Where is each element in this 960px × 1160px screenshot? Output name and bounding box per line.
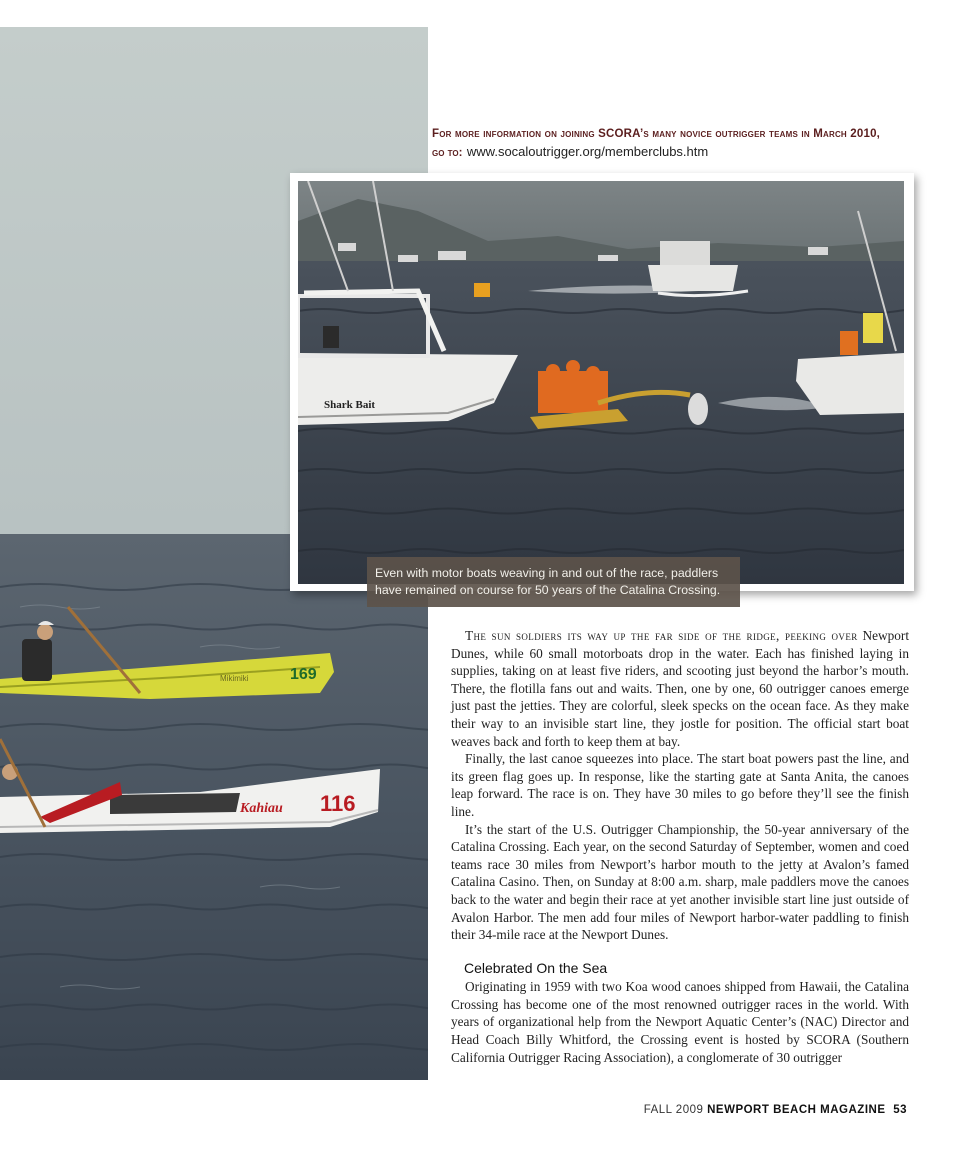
magazine-name: NEWPORT BEACH MAGAZINE [707,1104,886,1116]
info-note [432,125,932,162]
article-paragraph: Originating in 1959 with two Koa wood canoes shipped from Hawaii, the Catalina Crossing has become one of the most renowned outrigger races in the world. With years of organizational help from the Newport Aquatic Center’s (NAC) Director and Head Coach Billy Whitford, the Crossing event is hosted by SCORA (Southern California Outrigger Racing Association), a conglomerate of 30 outrigger [451,979,909,1065]
shark-bait-label: Shark Bait [324,399,376,411]
issue-label: FALL 2009 [643,1104,704,1116]
article-paragraph: It’s the start of the U.S. Outrigger Championship, the 50-year anniversary of the Catalina Crossing. Each year, on the second Saturday of September, women and coed teams race 30 miles from Newport’s harbor mouth to the jetty at Avalon’s famed Catalina Casino. Then, on Sunday at 8:00 a.m. sharp, male paddlers move the canoes back to the water and begin their race at yet another invisible start line just outside of Avalon Harbor. The men add four miles of Newport harbor-water paddling to finish their 34-mile race at the Newport Dunes. [451,821,909,943]
page-footer [644,1104,907,1116]
canoe-116-number: 116 [320,791,356,816]
info-note-line: For more information on joining SCORA’s many novice outrigger teams in March 2010, [432,128,881,140]
article-body [451,627,909,1066]
photo-caption: Even with motor boats weaving in and out of the race, paddlers have remained on course for 50 years of the Catalina Crossing. [367,557,740,607]
canoe-116-name: Kahiau [240,801,283,816]
lead-in: The sun soldiers its way up the far side of the ridge, peeking over [465,628,858,643]
article-paragraph [451,627,909,750]
member-clubs-link[interactable]: www.socaloutrigger.org/memberclubs.htm [466,144,709,159]
article-paragraph: Finally, the last canoe squeezes into place. The start boat powers past the line, and its green flag goes up. In response, like the starting gate at Santa Anita, the canoes leap forward. The race is on. They have 30 miles to go before they’ll see the finish line. [451,751,909,819]
section-heading: Celebrated On the Sea [464,959,608,976]
canoe-169-number: 169 [290,666,317,683]
paragraph-text: Newport Dunes, while 60 small motorboats drop in the water. Each has finished laying in supplies, taking on at least five riders, and scooting just beyond the harbor’s mouth. There, the flotilla fans out and waits. Then, one by one, 60 outrigger canoes emerge just past the jetties. They are colorful, sleek specks on the ocean face. As they make their way to an invisible start line, they jostle for position. The official start boat weaves back and forth to keep them at bay. [451,628,910,749]
inset-photo-frame [290,173,914,591]
page-number: 53 [893,1104,907,1116]
info-note-goto: go to: [432,147,463,159]
canoe-169-name: Mikimiki [220,674,249,683]
race-boats-photo [298,181,904,584]
info-note-url-line [432,143,932,162]
race-boats-photo-art [298,181,904,584]
